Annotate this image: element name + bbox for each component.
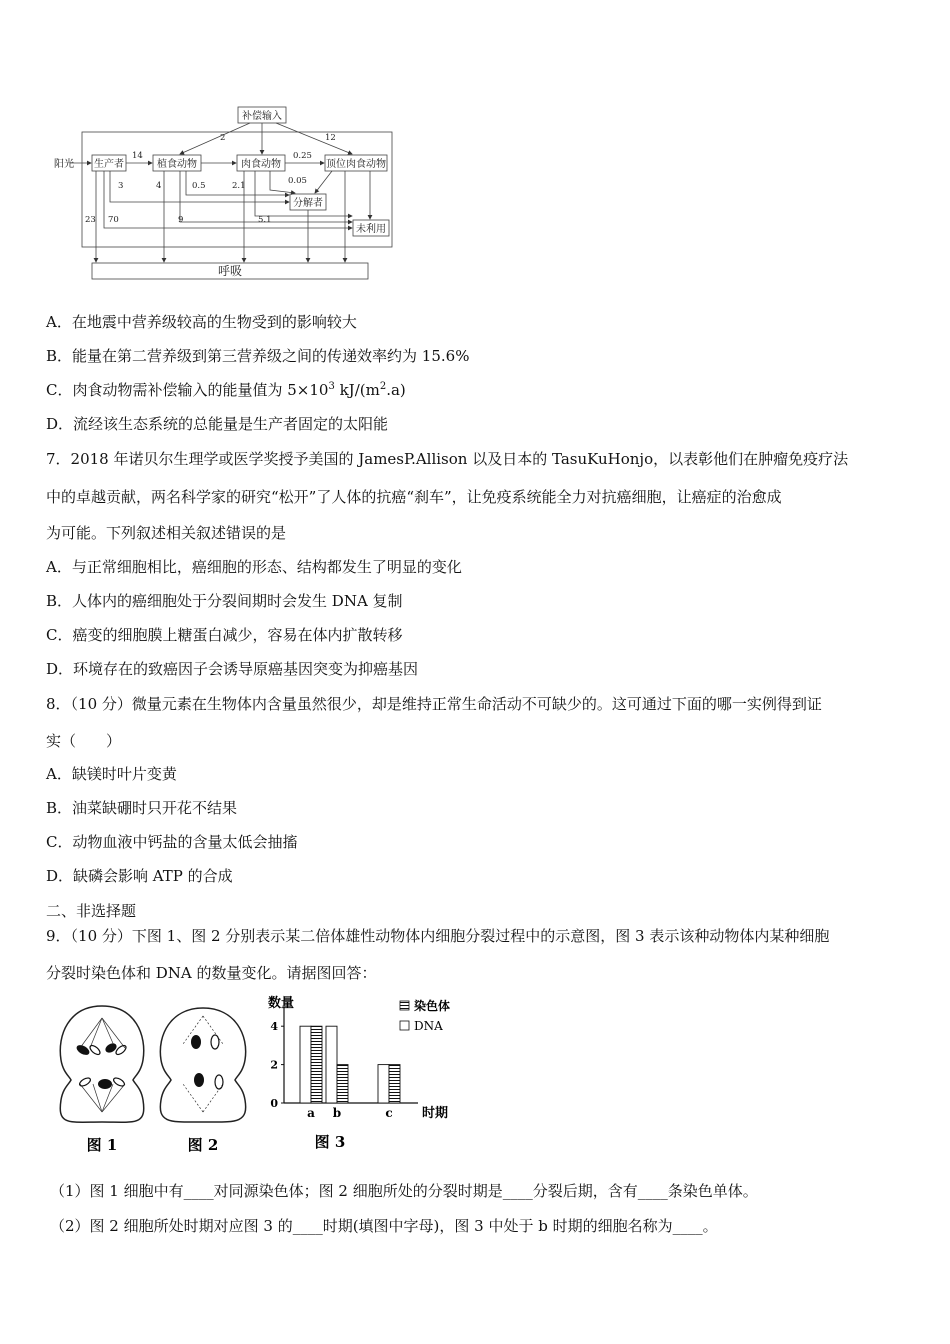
q7-option-a: A．与正常细胞相比，癌细胞的形态、结构都发生了明显的变化: [46, 558, 462, 576]
bar-dna-a: [300, 1026, 311, 1103]
q6-option-c-text: C．肉食动物需补偿输入的能量值为 5×10: [46, 381, 329, 399]
unused-label: 未利用: [356, 224, 386, 235]
bar-chromosome-c: [389, 1065, 400, 1103]
value-label: 23: [85, 215, 96, 225]
value-label: 70: [108, 215, 119, 225]
y-tick-label: 0: [270, 1097, 278, 1110]
cell-figure-1: [55, 1000, 150, 1160]
y-axis-label: 数量: [268, 996, 295, 1011]
bar-dna-c: [378, 1065, 389, 1103]
x-tick-label: b: [332, 1106, 342, 1120]
q7-option-d: D．环境存在的致癌因子会诱导原癌基因突变为抑癌基因: [46, 660, 419, 678]
bar-dna-b: [326, 1026, 337, 1103]
legend-label-chromosome: 染色体: [414, 999, 451, 1013]
value-label: 0.25: [293, 151, 312, 161]
q8-stem-line1: 8．（10 分）微量元素在生物体内含量虽然很少，却是维持正常生命活动不可缺少的。这可通过下面的哪一实例得到证: [46, 695, 822, 713]
y-tick-label: 4: [270, 1020, 278, 1034]
y-tick-label: 2: [270, 1058, 278, 1072]
producer-label: 生产者: [94, 159, 124, 170]
respiration-label: 呼吸: [217, 264, 243, 278]
q8-option-d: D．缺磷会影响 ATP 的合成: [46, 867, 233, 885]
q9-stem-line2: 分裂时染色体和 DNA 的数量变化。请据图回答：: [46, 964, 377, 982]
superscript: 3: [328, 381, 335, 392]
q6-option-c-end: .a): [386, 381, 406, 399]
q6-option-c: [46, 379, 406, 400]
q8-option-c: C．动物血液中钙盐的含量太低会抽搐: [46, 833, 298, 851]
bar-chromosome-a: [311, 1026, 322, 1103]
value-label: 0.5: [192, 181, 206, 191]
herbivore-label: 植食动物: [157, 159, 197, 170]
x-tick-label: c: [385, 1106, 393, 1120]
legend-swatch-dna: [400, 1021, 409, 1030]
sunlight-label: 阳光: [54, 159, 74, 170]
q7-stem-line1: 7．2018 年诺贝尔生理学或医学奖授予美国的 JamesP.Allison 以及日本的 TasuKuHonjo，以表彰他们在肿瘤免疫疗法: [46, 450, 849, 468]
q7-stem-line3: 为可能。下列叙述相关叙述错误的是: [46, 524, 287, 542]
decomposer-label: 分解者: [293, 198, 323, 209]
q6-option-d: D．流经该生态系统的总能量是生产者固定的太阳能: [46, 415, 389, 433]
carnivore-label: 肉食动物: [241, 159, 281, 170]
x-tick-label: a: [307, 1106, 315, 1120]
fig3-caption: 图 3: [314, 1133, 346, 1151]
q8-option-b: B．油菜缺硼时只开花不结果: [46, 799, 238, 817]
energy-flow-diagram: [40, 100, 420, 285]
legend-label-dna: DNA: [414, 1019, 443, 1033]
value-label: 12: [325, 133, 336, 143]
q6-option-c-unit: kJ/(m: [334, 381, 380, 399]
q6-option-a: A．在地震中营养级较高的生物受到的影响较大: [46, 313, 357, 331]
bar-chromosome-b: [337, 1065, 348, 1103]
q7-stem-line2: 中的卓越贡献，两名科学家的研究“松开”了人体的抗癌“刹车”，让免疫系统能全力对抗癌细胞，让癌症的治愈成: [46, 488, 782, 506]
q9-subquestion-2: （2）图 2 细胞所处时期对应图 3 的____时期(填图中字母)，图 3 中处于 b 时期的细胞名称为____。: [50, 1217, 718, 1235]
compensation-input-label: 补偿输入: [242, 111, 282, 122]
value-label: 2: [220, 133, 226, 143]
superscript: 2: [379, 381, 387, 392]
value-label: 3: [118, 181, 124, 191]
x-axis-label: 时期: [422, 1106, 449, 1121]
cell-figure-2: [153, 1000, 253, 1160]
q6-option-b: B．能量在第二营养级到第三营养级之间的传递效率约为 15.6%: [46, 347, 470, 365]
value-label: 2.1: [232, 181, 246, 191]
q8-stem-line2: 实（ ）: [46, 732, 122, 750]
q9-stem-line1: 9．（10 分）下图 1、图 2 分别表示某二倍体雄性动物体内细胞分裂过程中的示意图，图 3 表示该种动物体内某种细胞: [46, 927, 830, 945]
legend-swatch-chromosome: [400, 1001, 409, 1010]
q7-option-c: C．癌变的细胞膜上糖蛋白减少，容易在体内扩散转移: [46, 626, 403, 644]
chromosome-dna-bar-chart: [260, 995, 470, 1160]
value-label: 14: [132, 151, 143, 161]
value-label: 0.05: [288, 176, 307, 186]
fig1-caption: 图 1: [86, 1136, 118, 1154]
value-label: 9: [178, 215, 184, 225]
q9-subquestion-1: （1）图 1 细胞中有____对同源染色体；图 2 细胞所处的分裂时期是____分裂后期，含有____条染色单体。: [50, 1182, 758, 1200]
fig2-caption: 图 2: [187, 1136, 219, 1154]
value-label: 5.1: [258, 215, 272, 225]
section-heading: 二、非选择题: [46, 902, 137, 920]
value-label: 4: [156, 181, 162, 191]
q7-option-b: B．人体内的癌细胞处于分裂间期时会发生 DNA 复制: [46, 592, 403, 610]
q8-option-a: A．缺镁时叶片变黄: [46, 765, 177, 783]
top-carnivore-label: 顶位肉食动物: [326, 159, 386, 170]
